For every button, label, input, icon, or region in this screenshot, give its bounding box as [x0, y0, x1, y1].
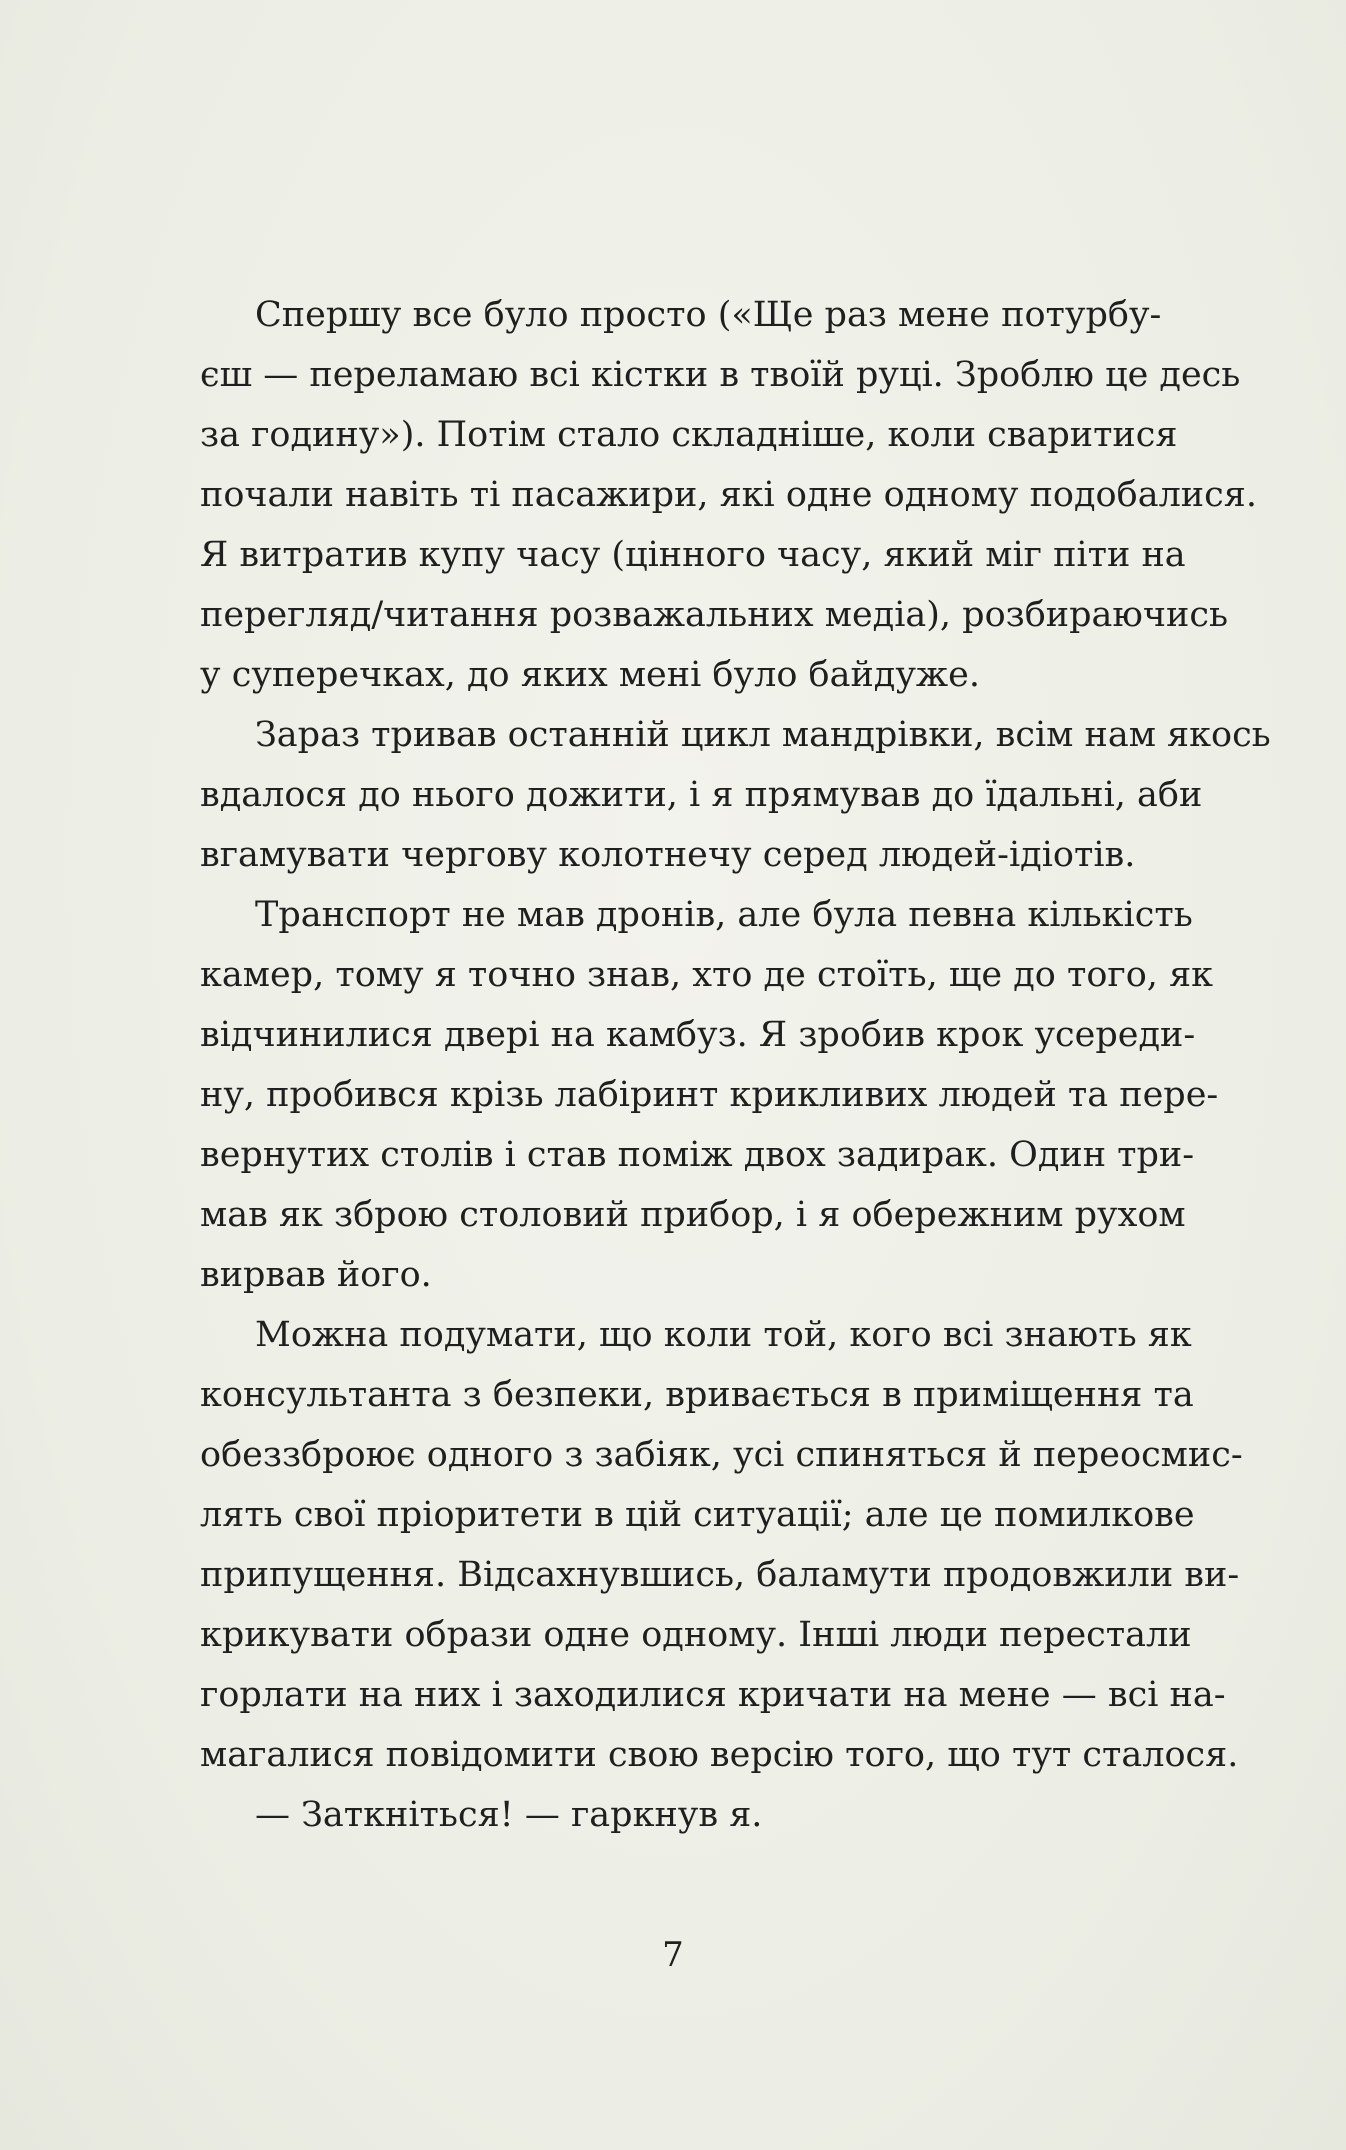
text-line: почали навіть ті пасажири, які одне одному подобалися.: [200, 475, 1257, 515]
text-line: Спершу все було просто («Ще раз мене потурбу-: [255, 295, 1162, 335]
text-line: відчинилися двері на камбуз. Я зробив крок усереди-: [200, 1015, 1196, 1055]
text-line: вирвав його.: [200, 1255, 432, 1295]
text-line: вгамувати чергову колотнечу серед людей-ідіотів.: [200, 835, 1136, 875]
text-line: вернутих столів і став поміж двох задирак. Один три-: [200, 1135, 1195, 1175]
text-line: Можна подумати, що коли той, кого всі знають як: [255, 1315, 1192, 1355]
text-line: мав як зброю столовий прибор, і я обережним рухом: [200, 1195, 1186, 1235]
text-line: Зараз тривав останній цикл мандрівки, всім нам якось: [255, 715, 1271, 755]
text-line: — Заткніться! — гаркнув я.: [255, 1795, 763, 1835]
text-line: обеззброює одного з забіяк, усі спиняться й переосмис-: [200, 1435, 1243, 1475]
body-text: [200, 285, 1271, 1845]
text-line: за годину»). Потім стало складніше, коли сваритися: [200, 415, 1178, 455]
text-line: Я витратив купу часу (цінного часу, який міг піти на: [200, 535, 1186, 575]
text-line: у суперечках, до яких мені було байдуже.: [200, 655, 980, 695]
text-line: єш — переламаю всі кістки в твоїй руці. Зроблю це десь: [200, 355, 1241, 395]
text-line: ну, пробився крізь лабіринт крикливих людей та пере-: [200, 1075, 1219, 1115]
text-line: горлати на них і заходилися кричати на мене — всі на-: [200, 1675, 1226, 1715]
page-number: 7: [662, 1935, 684, 1975]
text-line: Транспорт не мав дронів, але була певна кількість: [255, 895, 1193, 935]
text-line: магалися повідомити свою версію того, що тут сталося.: [200, 1735, 1239, 1775]
text-line: перегляд/читання розважальних медіа), розбираючись: [200, 595, 1229, 635]
text-line: припущення. Відсахнувшись, баламути продовжили ви-: [200, 1555, 1240, 1595]
text-line: лять свої пріоритети в цій ситуації; але це помилкове: [200, 1495, 1195, 1535]
text-line: вдалося до нього дожити, і я прямував до їдальні, аби: [200, 775, 1203, 815]
text-line: консультанта з безпеки, вривається в приміщення та: [200, 1375, 1194, 1415]
text-line: крикувати образи одне одному. Інші люди перестали: [200, 1615, 1192, 1655]
text-line: камер, тому я точно знав, хто де стоїть, ще до того, як: [200, 955, 1214, 995]
